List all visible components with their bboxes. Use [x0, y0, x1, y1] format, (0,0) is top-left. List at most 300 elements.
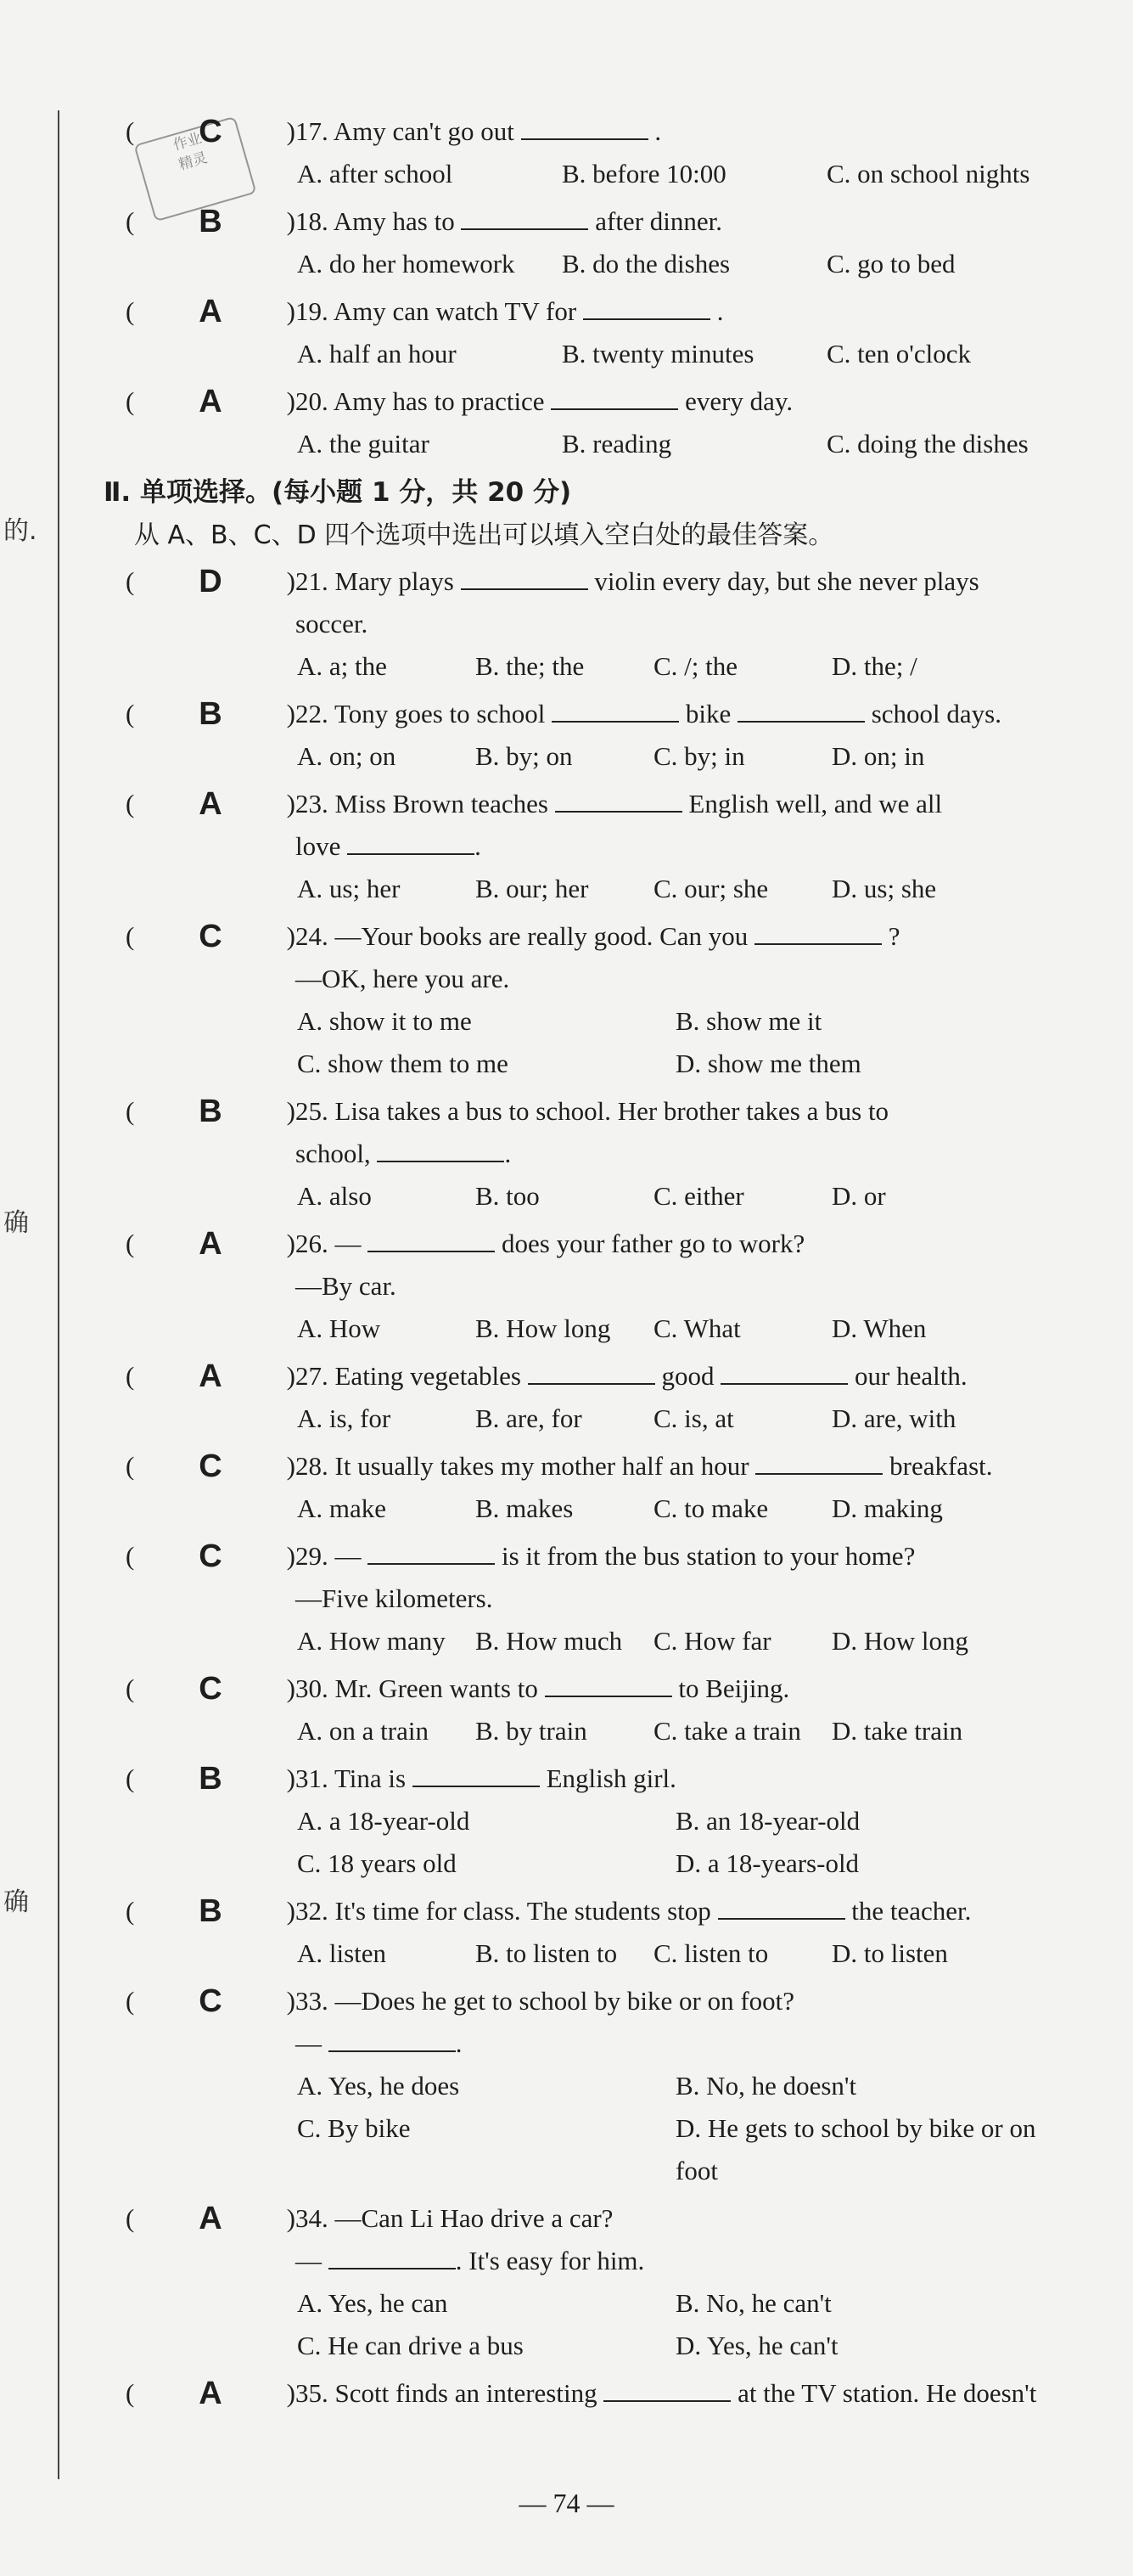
answer-blank	[718, 1893, 845, 1920]
options-row	[126, 1710, 1102, 1752]
option: C. our; she	[653, 874, 769, 903]
question-continuation	[126, 1578, 1102, 1620]
question-line	[126, 110, 1102, 153]
answer-paren	[126, 783, 295, 825]
handwritten-answer: A	[199, 786, 222, 822]
paren-open: (	[126, 1361, 135, 1391]
option: C. on school nights	[827, 159, 1030, 188]
option: D. How long	[832, 1626, 969, 1656]
options-row	[126, 868, 1102, 910]
question-item	[126, 200, 1102, 285]
option: B. How long	[475, 1313, 611, 1343]
question-number: 20.	[295, 386, 328, 416]
question-number: 32.	[295, 1896, 328, 1926]
option: A. How many	[297, 1626, 446, 1656]
paren-open: (	[126, 1451, 135, 1481]
handwritten-answer: A	[199, 2201, 222, 2236]
stem-text: bike	[685, 699, 732, 728]
option: B. do the dishes	[562, 249, 731, 278]
stem-text: to Beijing.	[678, 1673, 790, 1703]
option: D. Yes, he can't	[676, 2331, 839, 2360]
margin-char: 确	[3, 1887, 29, 1917]
stem-text: Mary plays	[334, 566, 454, 596]
option: D. to listen	[832, 1938, 948, 1968]
stem-text: Amy has to practice	[333, 386, 545, 416]
question-line	[126, 1445, 1102, 1488]
option: B. an 18-year-old	[676, 1806, 861, 1836]
option: D. are, with	[832, 1403, 956, 1433]
option: B. to listen to	[475, 1938, 618, 1968]
question-stem	[295, 1090, 1102, 1133]
option: D. on; in	[832, 741, 925, 771]
question-number: 21.	[295, 566, 328, 596]
question-number: 17.	[295, 116, 328, 146]
question-line	[126, 1355, 1102, 1398]
option: C. What	[653, 1313, 741, 1343]
option: D. take train	[832, 1716, 963, 1746]
handwritten-answer: C	[199, 1538, 222, 1574]
answer-blank	[528, 1358, 655, 1385]
stem-text: Eating vegetables	[334, 1361, 521, 1391]
question-number: 27.	[295, 1361, 328, 1391]
handwritten-answer: A	[199, 294, 222, 329]
paren-close: )	[286, 921, 295, 951]
option: C. /; the	[653, 651, 738, 681]
question-item	[126, 560, 1102, 688]
paren-close: )	[286, 116, 295, 146]
answer-paren	[126, 560, 295, 603]
question-item	[126, 915, 1102, 1085]
answer-blank	[552, 695, 679, 723]
stem-text: —Your books are really good. Can you	[334, 921, 749, 951]
option: B. makes	[475, 1493, 574, 1523]
question-number: 35.	[295, 2378, 328, 2408]
answer-paren	[126, 1223, 295, 1265]
paren-open: (	[126, 566, 135, 596]
question-stem	[295, 915, 1102, 958]
stem-text: good	[661, 1361, 715, 1391]
options-row	[126, 1175, 1102, 1218]
stem-text: English girl.	[546, 1763, 676, 1793]
options-row	[126, 1800, 1102, 1842]
options-row	[126, 1488, 1102, 1530]
continuation-text: love	[295, 831, 341, 861]
option: B. show me it	[676, 1006, 822, 1036]
stem-text: the teacher.	[851, 1896, 972, 1926]
question-item	[126, 783, 1102, 910]
stem-text: violin every day, but she never plays	[594, 566, 979, 596]
continuation-after: . It's easy for him.	[455, 2246, 645, 2275]
option: C. He can drive a bus	[297, 2331, 524, 2360]
paren-open: (	[126, 789, 135, 818]
option: C. either	[653, 1181, 744, 1211]
handwritten-answer: C	[199, 114, 222, 149]
answer-blank	[755, 1448, 883, 1475]
stem-text: Amy has to	[333, 206, 455, 236]
paren-close: )	[286, 1986, 295, 2016]
option: B. How much	[475, 1626, 623, 1656]
option: C. How far	[653, 1626, 771, 1656]
stem-text: school days.	[871, 699, 1001, 728]
stem-text: —Does he get to school by bike or on foot?	[334, 1986, 795, 2016]
stem-text: Mr. Green wants to	[334, 1673, 538, 1703]
section-instruction: 从 A、B、C、D 四个选项中选出可以填入空白处的最佳答案。	[134, 520, 834, 550]
option: C. by; in	[653, 741, 745, 771]
handwritten-answer: C	[199, 919, 222, 954]
question-line	[126, 380, 1102, 423]
question-number: 34.	[295, 2203, 328, 2233]
option: B. the; the	[475, 651, 585, 681]
question-stem	[295, 1980, 1102, 2022]
option: A. listen	[297, 1938, 387, 1968]
question-stem	[295, 2372, 1102, 2415]
options-row	[126, 333, 1102, 375]
question-stem	[295, 1355, 1102, 1398]
question-item	[126, 1223, 1102, 1350]
question-number: 18.	[295, 206, 328, 236]
options-row	[126, 423, 1102, 465]
question-line	[126, 2197, 1102, 2240]
answer-blank	[738, 695, 865, 723]
options-row	[126, 1932, 1102, 1975]
option: B. by; on	[475, 741, 573, 771]
option: A. Yes, he does	[297, 2071, 460, 2101]
question-item	[126, 1445, 1102, 1530]
option: B. by train	[475, 1716, 587, 1746]
stem-text: our health.	[855, 1361, 968, 1391]
paren-open: (	[126, 1229, 135, 1258]
option: C. show them to me	[297, 1049, 508, 1078]
page-number: — 74 —	[519, 2488, 614, 2518]
stem-text: Lisa takes a bus to school. Her brother takes a bus to	[334, 1096, 889, 1126]
answer-paren	[126, 1445, 295, 1488]
option: C. ten o'clock	[827, 339, 972, 368]
paren-close: )	[286, 566, 295, 596]
question-line	[126, 1890, 1102, 1932]
stem-text: Tony goes to school	[334, 699, 546, 728]
question-item	[126, 110, 1102, 195]
question-line	[126, 200, 1102, 243]
option: C. doing the dishes	[827, 429, 1029, 458]
answer-blank	[367, 1225, 495, 1252]
answer-blank	[583, 293, 710, 320]
options-row	[126, 1398, 1102, 1440]
option: A. on a train	[297, 1716, 429, 1746]
question-number: 23.	[295, 789, 328, 818]
continuation-text: —Five kilometers.	[295, 1583, 493, 1613]
option: C. take a train	[653, 1716, 801, 1746]
options-row	[126, 2325, 1102, 2367]
paren-close: )	[286, 206, 295, 236]
question-stem	[295, 290, 1102, 333]
option: D. When	[832, 1313, 927, 1343]
handwritten-answer: C	[199, 1671, 222, 1707]
answer-blank	[328, 2025, 456, 2052]
option: B. before 10:00	[562, 159, 726, 188]
option: C. to make	[653, 1493, 769, 1523]
stem-text: after dinner.	[595, 206, 722, 236]
answer-paren	[126, 110, 295, 153]
question-number: 22.	[295, 699, 328, 728]
question-continuation	[126, 1265, 1102, 1308]
question-line	[126, 1535, 1102, 1578]
question-line	[126, 1980, 1102, 2022]
option: C. go to bed	[827, 249, 956, 278]
question-number: 24.	[295, 921, 328, 951]
options-row	[126, 1000, 1102, 1043]
option: B. twenty minutes	[562, 339, 754, 368]
options-row	[126, 735, 1102, 778]
question-item	[126, 1535, 1102, 1662]
paren-open: (	[126, 1673, 135, 1703]
question-item	[126, 1890, 1102, 1975]
handwritten-answer: C	[199, 1983, 222, 2019]
answer-blank	[545, 1670, 672, 1697]
question-stem	[295, 1890, 1102, 1932]
stem-text: It usually takes my mother half an hour	[334, 1451, 749, 1481]
question-line	[126, 783, 1102, 825]
stem-text: .	[716, 296, 724, 326]
answer-blank	[555, 785, 682, 813]
question-item	[126, 1668, 1102, 1752]
question-line	[126, 290, 1102, 333]
option: C. is, at	[653, 1403, 734, 1433]
answer-paren	[126, 200, 295, 243]
answer-blank	[754, 918, 882, 945]
question-item	[126, 2372, 1102, 2415]
option: D. show me them	[676, 1049, 861, 1078]
question-item	[126, 1355, 1102, 1440]
stem-text: Amy can't go out	[333, 116, 514, 146]
paren-open: (	[126, 921, 135, 951]
stem-text: breakfast.	[889, 1451, 993, 1481]
handwritten-answer: A	[199, 2376, 222, 2411]
margin-char: 的.	[3, 516, 37, 546]
question-line	[126, 1758, 1102, 1800]
question-line	[126, 560, 1102, 603]
answer-paren	[126, 693, 295, 735]
paren-close: )	[286, 699, 295, 728]
question-item	[126, 1090, 1102, 1218]
question-number: 28.	[295, 1451, 328, 1481]
stem-text: —	[334, 1229, 362, 1258]
answer-blank	[521, 113, 648, 140]
continuation-text: school,	[295, 1139, 371, 1168]
option: B. No, he can't	[676, 2288, 832, 2318]
question-continuation: school, .	[126, 1133, 1102, 1175]
question-number: 19.	[295, 296, 328, 326]
handwritten-answer: B	[199, 696, 222, 732]
option: A. make	[297, 1493, 387, 1523]
question-stem	[295, 1223, 1102, 1265]
question-continuation	[126, 2240, 1102, 2282]
question-line	[126, 2372, 1102, 2415]
paren-open: (	[126, 1896, 135, 1926]
question-item	[126, 693, 1102, 778]
question-item	[126, 380, 1102, 465]
option: A. also	[297, 1181, 372, 1211]
question-stem	[295, 560, 1102, 603]
stem-text: It's time for class. The students stop	[334, 1896, 711, 1926]
handwritten-answer: A	[199, 1226, 222, 1262]
paren-open: (	[126, 1763, 135, 1793]
answer-blank	[328, 2242, 456, 2269]
answer-paren	[126, 1758, 295, 1800]
stem-text: —	[334, 1541, 362, 1571]
stem-text: Tina is	[334, 1763, 407, 1793]
question-line	[126, 915, 1102, 958]
paren-open: (	[126, 1096, 135, 1126]
answer-paren	[126, 2372, 295, 2415]
paren-close: )	[286, 1451, 295, 1481]
question-continuation	[126, 603, 1102, 645]
option: A. us; her	[297, 874, 401, 903]
question-continuation: — .	[126, 2022, 1102, 2065]
question-stem	[295, 110, 1102, 153]
option: A. after school	[297, 159, 453, 188]
options-row	[126, 2282, 1102, 2325]
option: A. do her homework	[297, 249, 515, 278]
options-row	[126, 1308, 1102, 1350]
answer-blank	[461, 203, 588, 230]
option: D. the; /	[832, 651, 917, 681]
question-stem	[295, 1668, 1102, 1710]
question-number: 25.	[295, 1096, 328, 1126]
margin-char: 确	[3, 1208, 29, 1238]
answer-paren	[126, 1890, 295, 1932]
option: D. a 18-years-old	[676, 1848, 860, 1878]
question-number: 31.	[295, 1763, 328, 1793]
handwritten-answer: B	[199, 1893, 222, 1929]
option: C. By bike	[297, 2113, 411, 2143]
options-row	[126, 2107, 1102, 2192]
paren-close: )	[286, 1896, 295, 1926]
answer-paren	[126, 915, 295, 958]
section-heading: Ⅱ. 单项选择。(每小题 1 分，共 20 分)	[104, 477, 572, 508]
question-stem	[295, 693, 1102, 735]
question-stem	[295, 200, 1102, 243]
paren-close: )	[286, 2378, 295, 2408]
continuation-text: —	[295, 2028, 322, 2058]
answer-blank	[347, 828, 474, 855]
paren-close: )	[286, 1361, 295, 1391]
option: A. a 18-year-old	[297, 1806, 470, 1836]
option: C. 18 years old	[297, 1848, 457, 1878]
question-stem	[295, 783, 1102, 825]
option: D. He gets to school by bike or on foot	[676, 2113, 1036, 2185]
question-stem	[295, 2197, 1102, 2240]
handwritten-answer: B	[199, 1094, 222, 1129]
stem-text: Scott finds an interesting	[334, 2378, 597, 2408]
option: B. too	[475, 1181, 540, 1211]
question-number: 29.	[295, 1541, 328, 1571]
question-stem	[295, 1445, 1102, 1488]
option: D. or	[832, 1181, 886, 1211]
option: A. the guitar	[297, 429, 429, 458]
answer-paren	[126, 1090, 295, 1133]
option: A. show it to me	[297, 1006, 472, 1036]
margin-rule	[58, 110, 59, 2479]
answer-blank	[603, 2375, 731, 2402]
answer-blank	[461, 563, 588, 590]
options-row	[126, 153, 1102, 195]
paren-open: (	[126, 116, 135, 146]
paren-open: (	[126, 1986, 135, 2016]
option: C. listen to	[653, 1938, 769, 1968]
answer-paren	[126, 2197, 295, 2240]
handwritten-answer: B	[199, 204, 222, 239]
question-number: 30.	[295, 1673, 328, 1703]
question-item	[126, 1758, 1102, 1885]
handwritten-answer: B	[199, 1761, 222, 1797]
paren-close: )	[286, 386, 295, 416]
question-number: 33.	[295, 1986, 328, 2016]
question-item	[126, 2197, 1102, 2367]
answer-blank	[551, 383, 678, 410]
continuation-text: —	[295, 2246, 322, 2275]
stem-text: Miss Brown teaches	[334, 789, 548, 818]
stem-text: —Can Li Hao drive a car?	[334, 2203, 614, 2233]
option: A. is, for	[297, 1403, 391, 1433]
answer-paren	[126, 1668, 295, 1710]
option: B. reading	[562, 429, 672, 458]
paren-close: )	[286, 1096, 295, 1126]
handwritten-answer: A	[199, 1358, 222, 1394]
answer-paren	[126, 1355, 295, 1398]
options-row	[126, 645, 1102, 688]
stem-text: at the TV station. He doesn't	[738, 2378, 1037, 2408]
options-row	[126, 1043, 1102, 1085]
options-row	[126, 243, 1102, 285]
question-continuation: love .	[126, 825, 1102, 868]
paren-open: (	[126, 2378, 135, 2408]
continuation-text: soccer.	[295, 609, 368, 638]
paren-close: )	[286, 2203, 295, 2233]
paren-close: )	[286, 296, 295, 326]
stem-text: is it from the bus station to your home?	[502, 1541, 916, 1571]
question-line	[126, 1090, 1102, 1133]
question-item	[126, 290, 1102, 375]
paren-close: )	[286, 1763, 295, 1793]
paren-close: )	[286, 789, 295, 818]
question-item	[126, 1980, 1102, 2192]
question-stem	[295, 1758, 1102, 1800]
answer-blank	[721, 1358, 848, 1385]
paren-open: (	[126, 386, 135, 416]
stem-text: .	[654, 116, 662, 146]
option: D. us; she	[832, 874, 937, 903]
option: A. half an hour	[297, 339, 457, 368]
option: A. How	[297, 1313, 381, 1343]
answer-paren	[126, 380, 295, 423]
option: A. on; on	[297, 741, 396, 771]
stem-text: ?	[888, 921, 900, 951]
paren-open: (	[126, 206, 135, 236]
question-line	[126, 1668, 1102, 1710]
question-number: 26.	[295, 1229, 328, 1258]
option: B. No, he doesn't	[676, 2071, 857, 2101]
handwritten-answer: A	[199, 384, 222, 419]
question-stem	[295, 380, 1102, 423]
paren-close: )	[286, 1673, 295, 1703]
continuation-text: —OK, here you are.	[295, 964, 510, 993]
answer-paren	[126, 1535, 295, 1578]
paren-open: (	[126, 296, 135, 326]
option: A. a; the	[297, 651, 387, 681]
paren-open: (	[126, 1541, 135, 1571]
option: B. our; her	[475, 874, 589, 903]
answer-blank	[377, 1135, 504, 1162]
